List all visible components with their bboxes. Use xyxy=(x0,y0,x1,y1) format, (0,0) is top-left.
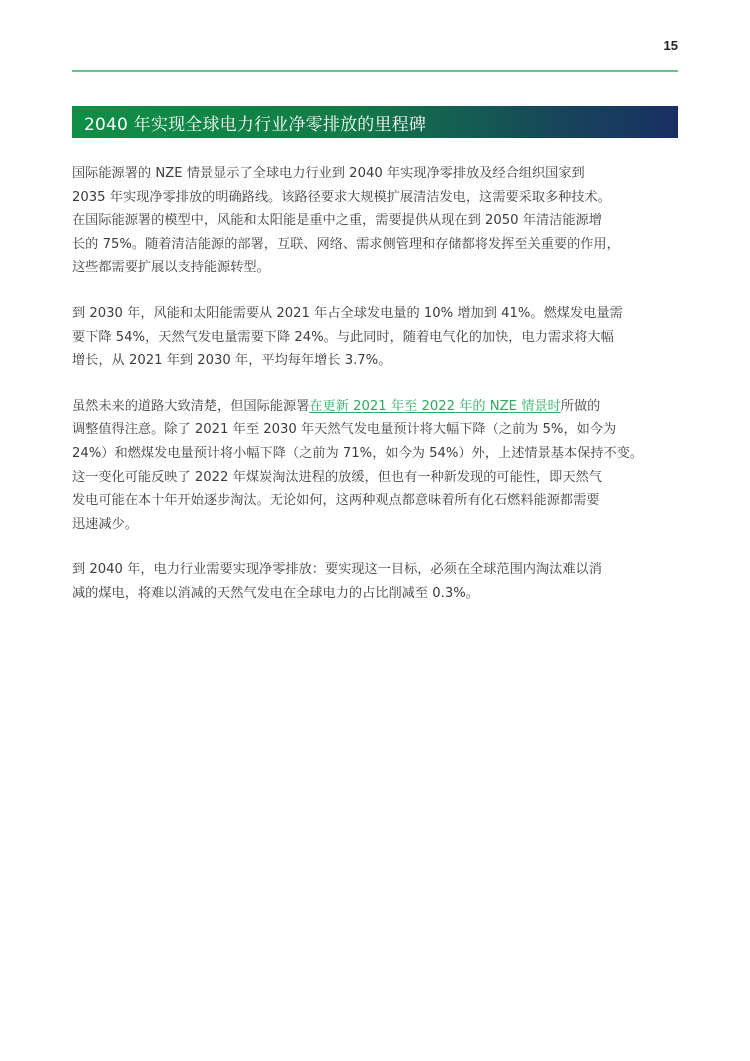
text-line: 国际能源署的 NZE 情景显示了全球电力行业到 2040 年实现净零排放及经合组织国家到 xyxy=(72,166,585,181)
text-line: 这些都需要扩展以支持能源转型。 xyxy=(72,260,270,276)
header-divider xyxy=(72,70,678,72)
text-line: 要下降 54%，天然气发电量需要下降 24%。与此同时，随着电气化的加快，电力需求将大幅 xyxy=(72,329,614,345)
paragraph-3 xyxy=(72,395,682,537)
text-line: 增长，从 2021 年到 2030 年，平均每年增长 3.7%。 xyxy=(72,353,392,369)
body-text xyxy=(72,162,682,628)
text-line: 长的 75%。随着清洁能源的部署，互联、网络、需求侧管理和存储都将发挥至关重要的作用， xyxy=(72,236,620,252)
text-line-with-link xyxy=(72,395,682,419)
text-line: 减的煤电，将难以消减的天然气发电在全球电力的占比削减至 0.3%。 xyxy=(72,585,479,601)
text-line: 发电可能在本十年开始逐步淘汰。无论如何，这两种观点都意味着所有化石燃料能源都需要 xyxy=(72,493,600,509)
section-heading-banner xyxy=(72,106,678,138)
paragraph-1 xyxy=(72,162,682,280)
nze-update-link[interactable]: 在更新 2021 年至 2022 年的 NZE 情景时 xyxy=(309,398,561,414)
text-line: 24%）和燃煤发电量预计将小幅下降（之前为 71%，如今为 54%）外，上述情景基本保持不变。 xyxy=(72,445,644,461)
text-line: 调整值得注意。除了 2021 年至 2030 年天然气发电量预计将大幅下降（之前为 5%，如今为 xyxy=(72,422,617,438)
text-segment: 虽然未来的道路大致清楚，但国际能源署 xyxy=(72,398,310,414)
paragraph-4 xyxy=(72,558,682,605)
text-line: 2035 年实现净零排放的明确路线。该路径要求大规模扩展清洁发电，这需要采取多种技术。 xyxy=(72,189,611,205)
text-line: 在国际能源署的模型中，风能和太阳能是重中之重，需要提供从现在到 2050 年清洁能源增 xyxy=(72,213,602,229)
text-line: 到 2030 年，风能和太阳能需要从 2021 年占全球发电量的 10% 增加到 41%。燃煤发电量需 xyxy=(72,305,623,321)
text-line: 这一变化可能反映了 2022 年煤炭淘汰进程的放缓，但也有一种新发现的可能性，即天然气 xyxy=(72,469,602,485)
text-segment: 所做的 xyxy=(560,398,601,414)
text-line: 迅速减少。 xyxy=(72,516,138,532)
text-line: 到 2040 年，电力行业需要实现净零排放：要实现这一目标，必须在全球范围内淘汰难以消 xyxy=(72,562,602,578)
page-number: 15 xyxy=(663,38,678,53)
section-title: 2040 年实现全球电力行业净零排放的里程碑 xyxy=(84,114,427,135)
paragraph-2 xyxy=(72,302,682,373)
